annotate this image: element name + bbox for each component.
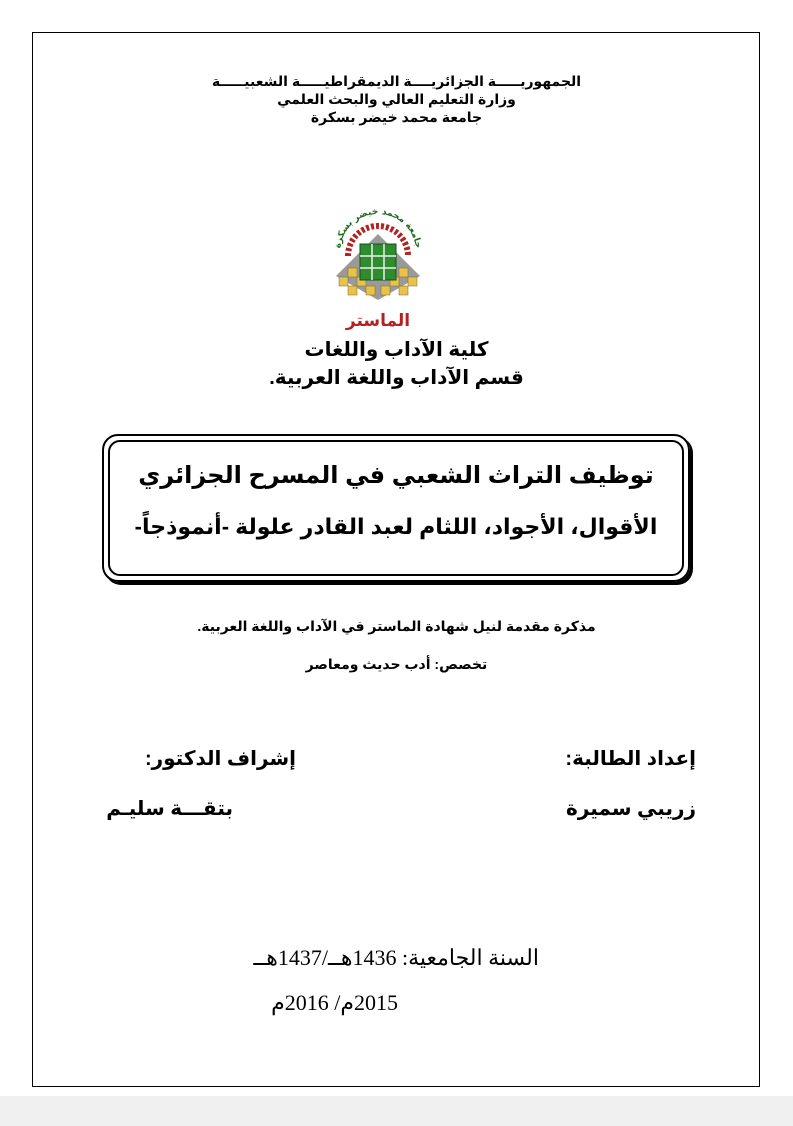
memo-statement: مذكرة مقدمة لنيل شهادة الماستر في الآداب واللغة العربية. (197, 618, 596, 634)
thesis-title: توظيف التراث الشعبي في المسرح الجزائري (138, 462, 654, 489)
title-box-inner (108, 440, 684, 576)
viewer-bottom-strip (0, 1096, 793, 1126)
ministry-name: وزارة التعليم العالي والبحث العلمي (277, 91, 516, 107)
thesis-subtitle: الأقوال، الأجواد، اللثام لعبد القادر علولة -أنموذجاً- (134, 514, 658, 539)
title-box (102, 434, 690, 582)
academic-year-hijri: السنة الجامعية: 1436هــ/1437هــ (253, 945, 539, 970)
department-name: قسم الآداب واللغة العربية. (269, 367, 524, 389)
republic-name: الجمهوريـــــة الجزائريــــة الديمقراطيـــــة الشعبيـــــة (211, 73, 582, 89)
supervisor-name: بتقـــة سليـم (106, 798, 233, 820)
university-name: جامعة محمد خيضر بسكرة (310, 109, 483, 125)
faculty-block (0, 336, 793, 392)
faculty-name: كلية الآداب واللغات (304, 339, 489, 361)
specialty-line: تخصص: أدب حديث ومعاصر (305, 656, 488, 672)
logo-caption: الماستر (345, 311, 411, 331)
academic-year-gregorian: 2015م/ 2016م (271, 990, 398, 1015)
student-label: إعداد الطالبة: (565, 748, 696, 770)
supervisor-label: إشراف الدكتور: (144, 748, 296, 770)
header-block (0, 72, 793, 126)
student-name: زريبي سميرة (566, 798, 696, 820)
logo-arc-text: جامعة محمد خيضر بسكرة (333, 206, 423, 250)
university-logo (326, 188, 430, 336)
